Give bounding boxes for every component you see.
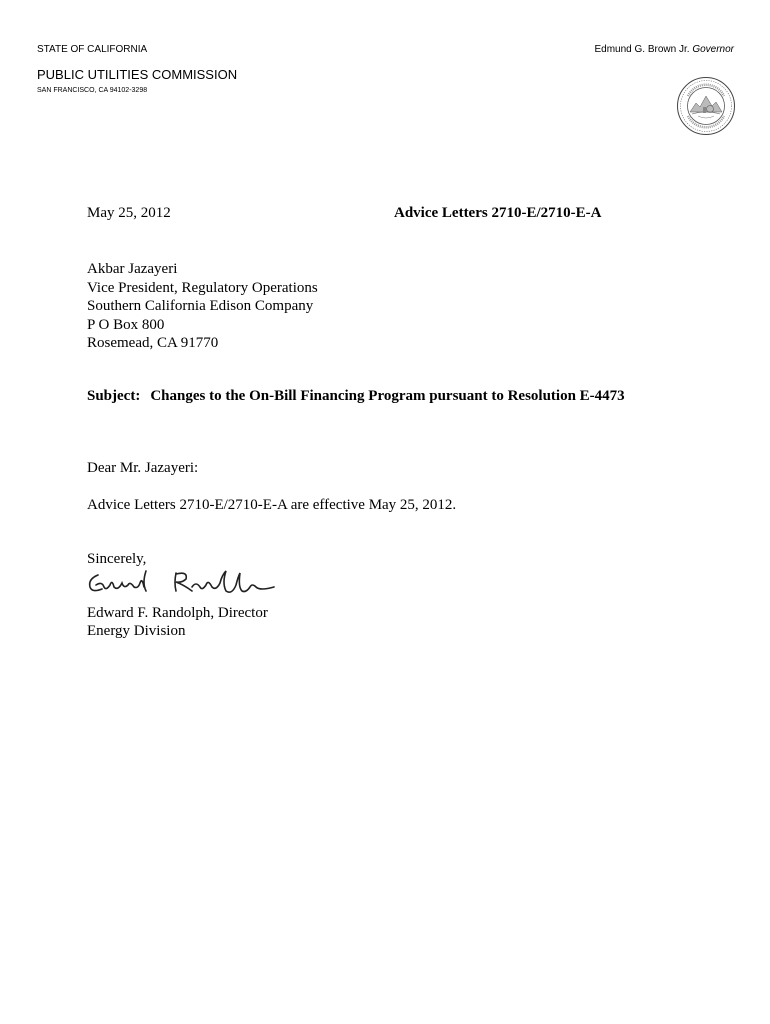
recipient-line: Rosemead, CA 91770 — [87, 335, 219, 351]
governor-title: Governor — [692, 44, 734, 55]
recipient-address-block — [87, 260, 318, 353]
recipient-line: P O Box 800 — [87, 316, 165, 333]
governor-name: Edmund G. Brown Jr. — [594, 44, 690, 55]
letter-body: Advice Letters 2710-E/2710-E-A are effective May 25, 2012. — [87, 497, 457, 513]
closing: Sincerely, — [87, 551, 147, 567]
recipient-line: Vice President, Regulatory Operations — [87, 279, 318, 296]
signer-name-title: Edward F. Randolph, Director — [87, 605, 268, 621]
recipient-line: Akbar Jazayeri — [87, 261, 178, 277]
state-seal-icon — [676, 76, 736, 136]
subject-label: Subject: — [87, 388, 141, 404]
subject-text: Changes to the On-Bill Financing Program pursuant to Resolution E-4473 — [150, 388, 625, 404]
governor-line — [594, 44, 734, 55]
subject-line — [87, 387, 625, 406]
signer-division: Energy Division — [87, 623, 186, 639]
letter-date: May 25, 2012 — [87, 205, 171, 221]
advice-letter-reference: Advice Letters 2710-E/2710-E-A — [394, 205, 602, 221]
commission-name: PUBLIC UTILITIES COMMISSION — [37, 67, 238, 82]
salutation: Dear Mr. Jazayeri: — [87, 460, 199, 476]
commission-address: SAN FRANCISCO, CA 94102-3298 — [37, 87, 148, 94]
handwritten-signature — [84, 565, 284, 599]
recipient-line: Southern California Edison Company — [87, 298, 314, 314]
state-name: STATE OF CALIFORNIA — [37, 44, 148, 55]
